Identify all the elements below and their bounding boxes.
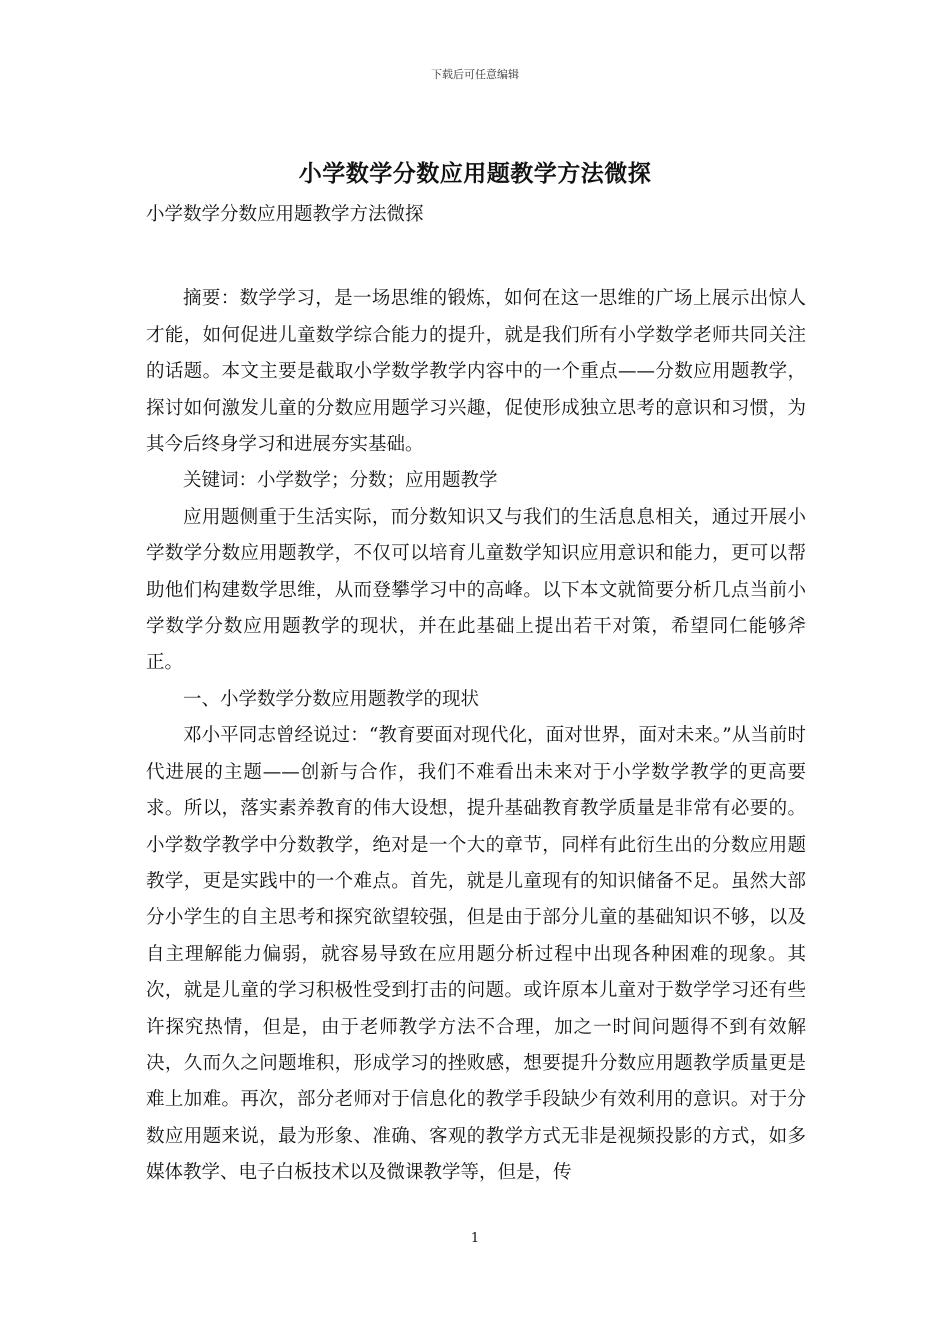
keywords-paragraph: 关键词：小学数学；分数；应用题教学 bbox=[183, 470, 498, 492]
header-note: 下载后可任意编辑 bbox=[431, 68, 519, 81]
page-number: 1 bbox=[470, 1231, 480, 1246]
abstract-paragraph: 摘要：数学学习，是一场思维的锻炼，如何在这一思维的广场上展示出惊人才能，如何促进儿童数学综合能力的提升，就是我们所有小学数学老师共同关注的话题。本文主要是截取小学数学教学内容中的一个重点——分数应用题教学，探讨如何激发儿童的分数应用题学习兴趣，促使形成独立思考的意识和习惯，为其今后终身学习和进展夯实基础。 bbox=[146, 288, 806, 456]
document-title: 小学数学分数应用题教学方法微探 bbox=[298, 160, 652, 187]
section-heading: 一、小学数学分数应用题教学的现状 bbox=[183, 688, 480, 710]
section-paragraph: 邓小平同志曾经说过：“教育要面对现代化，面对世界，面对未来。”从当前时代进展的主题——创新与合作，我们不难看出未来对于小学数学教学的更高要求。所以，落实素养教育的伟大设想，提升基础教育教学质量是非常有必要的。小学数学教学中分数教学，绝对是一个大的章节，同样有此衍生出的分数应用题教学，更是实践中的一个难点。首先，就是儿童现有的知识储备不足。虽然大部分小学生的自主思考和探究欲望较强，但是由于部分儿童的基础知识不够，以及自主理解能力偏弱，就容易导致在应用题分析过程中出现各种困难的现象。其次，就是儿童的学习积极性受到打击的问题。或许原本儿童对于数学学习还有些许探究热情，但是，由于老师教学方法不合理，加之一时间问题得不到有效解决，久而久之问题堆积，形成学习的挫败感，想要提升分数应用题教学质量更是难上加难。再次，部分老师对于信息化的教学手段缺少有效利用的意识。对于分数应用题来说，最为形象、准确、客观的教学方式无非是视频投影的方式，如多媒体教学、电子白板技术以及微课教学等，但是，传 bbox=[146, 725, 806, 1184]
document-body bbox=[146, 197, 806, 1192]
document-subtitle: 小学数学分数应用题教学方法微探 bbox=[146, 204, 424, 225]
intro-paragraph: 应用题侧重于生活实际，而分数知识又与我们的生活息息相关，通过开展小学数学分数应用题教学，不仅可以培育儿童数学知识应用意识和能力，更可以帮助他们构建数学思维，从而登攀学习中的高峰。以下本文就简要分析几点当前小学数学分数应用题教学的现状，并在此基础上提出若干对策，希望同仁能够斧正。 bbox=[146, 506, 806, 674]
